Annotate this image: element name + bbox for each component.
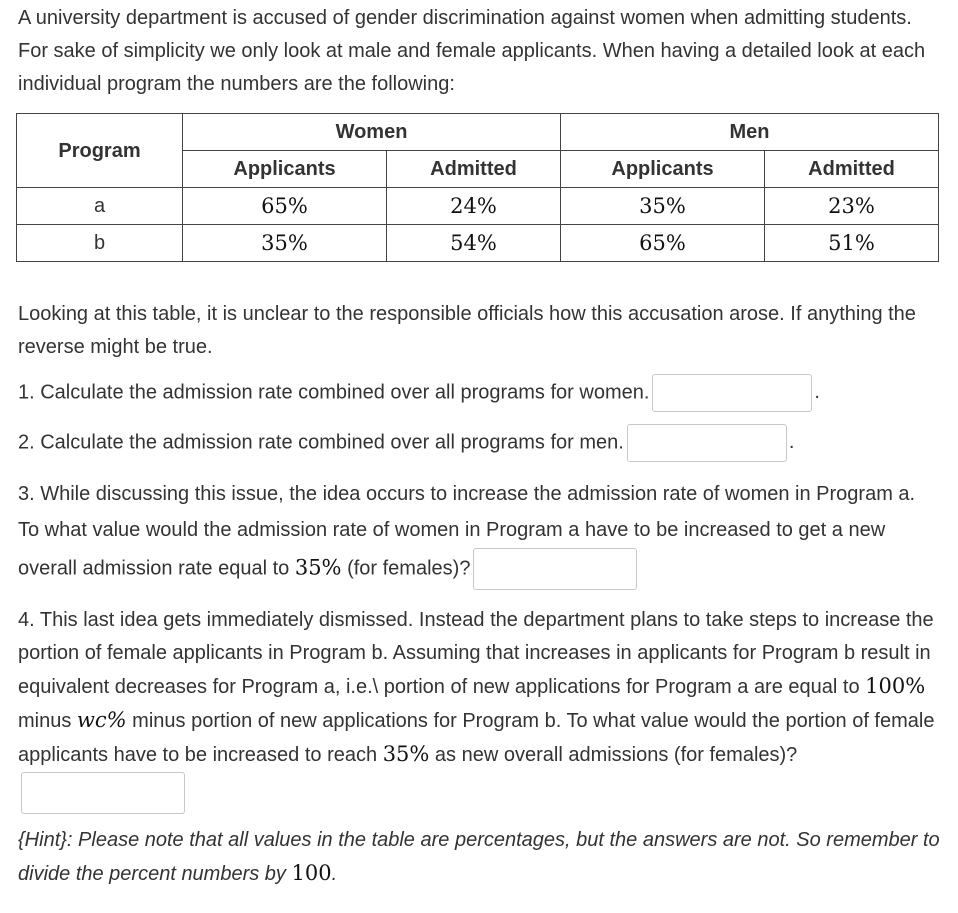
data-table <box>16 113 939 262</box>
women-applicants-header: Applicants <box>183 151 387 188</box>
question-2 <box>18 424 940 462</box>
answer-3-input[interactable] <box>473 548 637 590</box>
question-4-math-2: wc% <box>76 708 127 732</box>
women-applicants-cell: 35% <box>183 225 387 262</box>
question-1 <box>18 374 940 412</box>
men-applicants-cell: 65% <box>561 225 765 262</box>
answer-1-input[interactable] <box>652 374 812 412</box>
question-4-math-1: 100% <box>865 674 926 698</box>
question-3-math: 35% <box>294 555 342 580</box>
intro-text: A university department is accused of gender discrimination against women when admitting students. For sake of simplicity we only look at male and female applicants. When having a detailed look at each individual program the numbers are the following: <box>18 7 926 95</box>
men-header: Men <box>561 114 939 151</box>
program-header: Program <box>17 114 183 188</box>
context-paragraph: Looking at this table, it is unclear to the responsible officials how this accusation arose. If anything the reverse might be true. <box>18 303 916 358</box>
question-4-text-d: as new overall admissions (for females)? <box>429 744 798 766</box>
question-3-text-end: (for females)? <box>341 557 471 580</box>
question-2-text: 2. Calculate the admission rate combined over all programs for men. <box>18 431 624 454</box>
women-admitted-header: Admitted <box>387 151 561 188</box>
hint-text <box>18 824 940 891</box>
men-admitted-cell: 51% <box>765 225 939 262</box>
question-3-text: 3. While discussing this issue, the idea occurs to increase the admission rate of women in Program a. To what value would the admission rate of women in Program a have to be increased to get a new overall admission rate equal to <box>18 483 916 580</box>
table-row <box>17 225 939 262</box>
question-4-text-b: minus <box>18 710 77 732</box>
question-4-math-3: 35% <box>382 742 430 766</box>
men-applicants-cell: 35% <box>561 188 765 225</box>
men-admitted-cell: 23% <box>765 188 939 225</box>
hint-end: . <box>331 863 338 885</box>
women-header: Women <box>183 114 561 151</box>
answer-2-input[interactable] <box>627 424 787 462</box>
program-cell: b <box>17 225 183 262</box>
women-admitted-cell: 54% <box>387 225 561 262</box>
question-1-text: 1. Calculate the admission rate combined over all programs for women. <box>18 381 650 404</box>
period: . <box>788 431 795 454</box>
women-applicants-cell: 65% <box>183 188 387 225</box>
answer-4-input[interactable] <box>21 772 185 814</box>
hint-math: 100 <box>291 861 332 885</box>
program-cell: a <box>17 188 183 225</box>
men-admitted-header: Admitted <box>765 151 939 188</box>
question-4 <box>18 604 940 814</box>
question-3 <box>18 476 940 590</box>
women-admitted-cell: 24% <box>387 188 561 225</box>
men-applicants-header: Applicants <box>561 151 765 188</box>
question-4-text: 4. This last idea gets immediately dismissed. Instead the department plans to take steps to increase the portion of female applicants in Program b. Assuming that increases in applicants for Program b result in equivalent decreases for Program a, i.e.\ portion of new applications for Program a are equal to <box>18 609 934 698</box>
period: . <box>814 381 820 404</box>
hint-body: {Hint}: Please note that all values in the table are percentages, but the answers are not. So remember to divide the percent numbers by <box>18 829 940 885</box>
question-4-text-c: minus portion of new applications for Program b. To what value would the portion of female applicants have to be increased to reach <box>18 710 935 766</box>
table-row <box>17 188 939 225</box>
